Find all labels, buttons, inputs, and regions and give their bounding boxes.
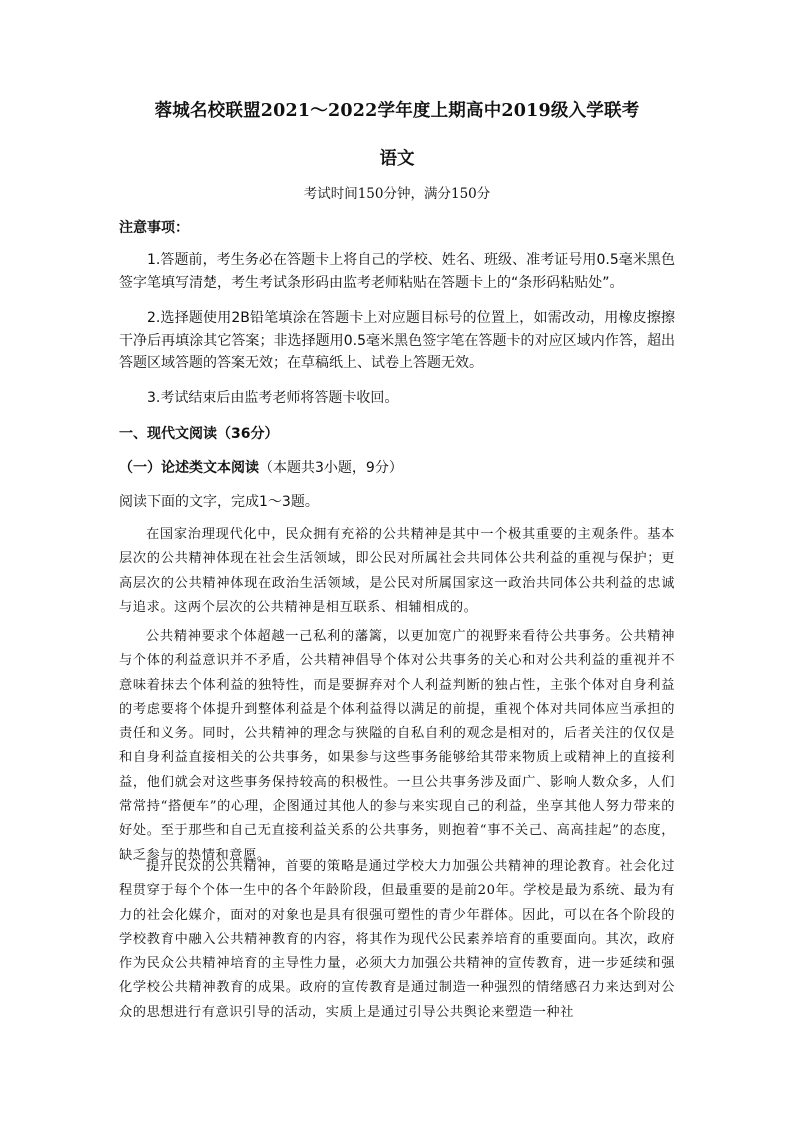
- note-item-2: 2.选择题使用2B铅笔填涂在答题卡上对应题目标号的位置上，如需改动，用橡皮擦擦干净后再填涂其它答案；非选择题用0.5毫米黑色签字笔在答题卡的对应区域内作答，超出答题区域答题的答案无效；在草稿纸上、试卷上答题无效。: [119, 310, 675, 371]
- note-item-1: 1.答题前，考生务必在答题卡上将自己的学校、姓名、班级、准考证号用0.5毫米黑色签字笔填写清楚，考生考试条形码由监考老师粘贴在答题卡上的“条形码粘贴处”。: [119, 252, 675, 291]
- exam-title: 蓉城名校联盟2021～2022学年度上期高中2019级入学联考: [154, 101, 640, 121]
- note-item-3: 3.考试结束后由监考老师将答题卡收回。: [147, 390, 399, 406]
- subject-title: 语文: [379, 149, 415, 169]
- passage-paragraph-2: 公共精神要求个体超越一己私利的藩篱，以更加宽广的视野来看待公共事务。公共精神与个体的利益意识并不矛盾，公共精神倡导个体对公共事务的关心和对公共利益的重视并不意味着抹去个体利益的独特性，而是要摒弃对个人利益判断的独占性，主张个体对自身利益的考虑要将个体提升到整体利益是个体利益得以满足的前提，重视个体对共同体应当承担的责任和义务。同时，公共精神的理念与狭隘的自私自利的观念是相对的，后者关注的仅仅是和自身利益直接相关的公共事务，如果参与这些事务能够给其带来物质上或精神上的直接利益，他们就会对这些事务保持较高的积极性。一旦公共事务涉及面广、影响人数众多，人们常常持“搭便车”的心理，企图通过其他人的参与来实现自己的利益，坐享其他人努力带来的好处。至于那些和自己无直接利益关系的公共事务，则抱着“事不关己、高高挂起”的态度，缺乏参与的热情和意愿。: [119, 629, 675, 863]
- exam-info: 考试时间150分钟，满分150分: [303, 186, 491, 202]
- notes-heading: 注意事项：: [119, 220, 189, 236]
- subsection-scoring: （本题共3小题，9分）: [259, 460, 403, 476]
- section-heading: 一、现代文阅读（36分）: [119, 426, 279, 442]
- subsection-title: （一）论述类文本阅读: [119, 460, 259, 476]
- passage-paragraph-1: 在国家治理现代化中，民众拥有充裕的公共精神是其中一个极其重要的主观条件。基本层次的公共精神体现在社会生活领域，即公民对所属社会共同体公共利益的重视与保护；更高层次的公共精神体现在政治生活领域，是公民对所属国家这一政治共同体公共利益的忠诚与追求。这两个层次的公共精神是相互联系、相辅相成的。: [119, 527, 675, 615]
- subsection-heading: [119, 457, 403, 477]
- reading-instruction: 阅读下面的文字，完成1～3题。: [119, 494, 319, 510]
- passage-paragraph-3: 提升民众的公共精神，首要的策略是通过学校大力加强公共精神的理论教育。社会化过程贯穿于每个个体一生中的各个年龄阶段，但最重要的是前20年。学校是最为系统、最为有力的社会化媒介，面对的对象也是具有很强可塑性的青少年群体。因此，可以在各个阶段的学校教育中融入公共精神教育的内容，将其作为现代公民素养培育的重要面向。其次，政府作为民众公共精神培育的主导性力量，必须大力加强公共精神的宣传教育，进一步延续和强化学校公共精神教育的成果。政府的宣传教育是通过制造一种强烈的情绪感召力来达到对公众的思想进行有意识引导的活动，实质上是通过引导公共舆论来塑造一种社: [119, 859, 675, 1020]
